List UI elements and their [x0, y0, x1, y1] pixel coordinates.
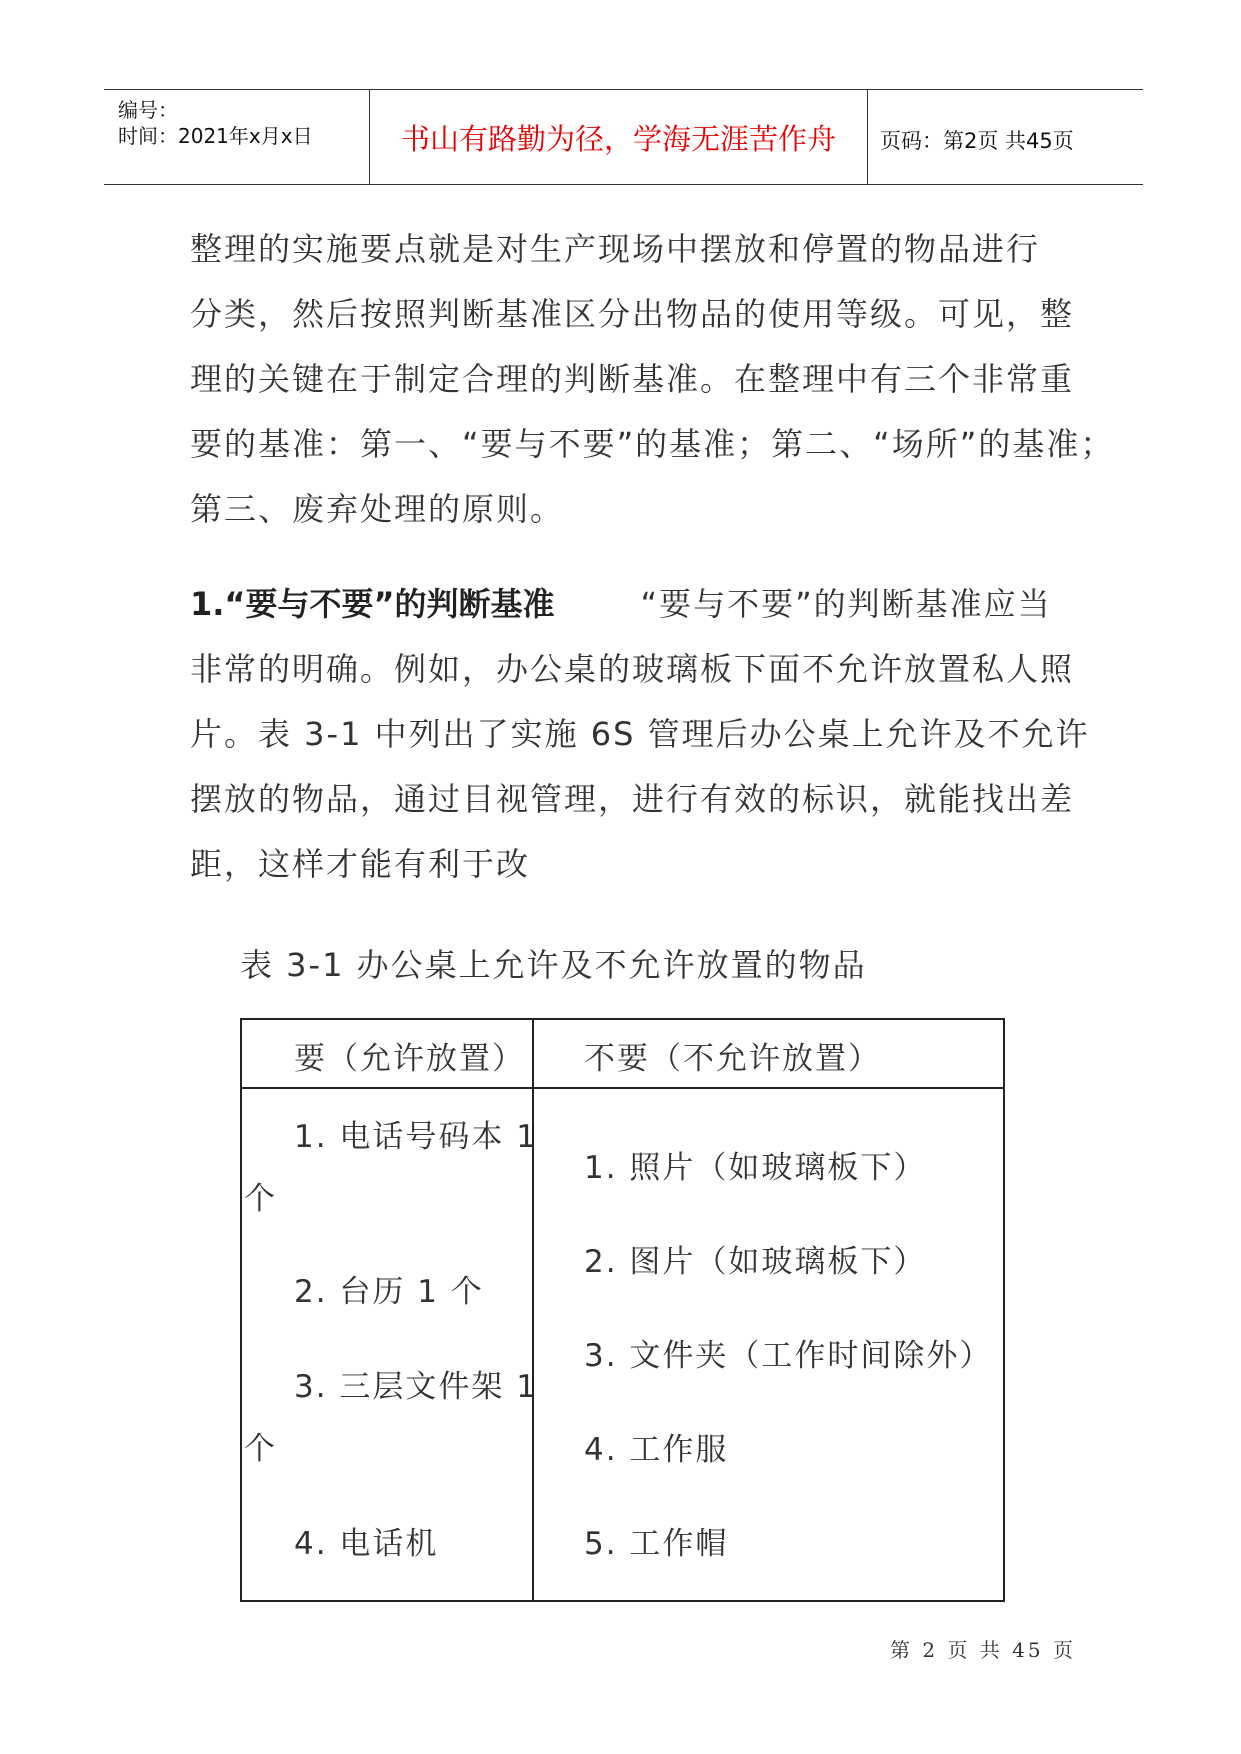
allowed-item-line: 个: [244, 1431, 277, 1467]
paragraph-line: 要的基准：第一、“要与不要”的基准；第二、“场所”的基准；: [190, 425, 1115, 463]
table-caption: 表 3-1 办公桌上允许及不允许放置的物品: [240, 946, 867, 984]
allowed-item-line: 2. 台历 1 个: [294, 1274, 484, 1310]
not-allowed-item-line: 4. 工作服: [584, 1432, 729, 1468]
section-line: 距，这样才能有利于改: [190, 845, 531, 883]
table-header-not-allowed: 不要（不允许放置）: [584, 1041, 881, 1077]
items-table: [240, 1018, 1005, 1602]
not-allowed-item-line: 3. 文件夹（工作时间除外）: [584, 1338, 993, 1374]
header-page-info: 页码：第2页 共45页: [880, 129, 1074, 153]
allowed-item-line: 4. 电话机: [294, 1526, 439, 1562]
header-meta-cell: [104, 90, 370, 184]
paragraph-line: 分类，然后按照判断基准区分出物品的使用等级。可见，整: [190, 295, 1075, 333]
section-heading: 1.“要与不要”的判断基准: [190, 585, 555, 623]
header-motto: 书山有路勤为径，学海无涯苦作舟: [400, 122, 836, 156]
section-line: 摆放的物品，通过目视管理，进行有效的标识，就能找出差: [190, 780, 1075, 818]
document-number-label: 编号：: [118, 98, 178, 122]
paragraph-line: 理的关键在于制定合理的判断基准。在整理中有三个非常重: [190, 360, 1075, 398]
not-allowed-item-line: 5. 工作帽: [584, 1526, 729, 1562]
section-line: 片。表 3-1 中列出了实施 6S 管理后办公桌上允许及不允许: [190, 715, 1090, 753]
document-time-label: 时间：2021年x月x日: [118, 124, 313, 148]
not-allowed-item-line: 2. 图片（如玻璃板下）: [584, 1244, 927, 1280]
allowed-item-line: 1. 电话号码本 1: [294, 1119, 539, 1155]
page-footer: 第 2 页 共 45 页: [890, 1638, 1076, 1662]
allowed-item-line: 3. 三层文件架 1: [294, 1369, 539, 1405]
header-page-cell: [868, 90, 1143, 184]
table-header-divider: [242, 1087, 1003, 1089]
paragraph-line: 第三、废弃处理的原则。: [190, 490, 565, 528]
section-first-line-text: “要与不要”的判断基准应当: [640, 585, 1052, 623]
allowed-item-line: 个: [244, 1181, 277, 1217]
paragraph-line: 整理的实施要点就是对生产现场中摆放和停置的物品进行: [190, 230, 1041, 268]
section-line: 非常的明确。例如，办公桌的玻璃板下面不允许放置私人照: [190, 650, 1075, 688]
section-first-line: [190, 579, 1052, 625]
table-header-allowed: 要（允许放置）: [294, 1041, 525, 1077]
header-motto-cell: [370, 90, 868, 184]
not-allowed-item-line: 1. 照片（如玻璃板下）: [584, 1150, 927, 1186]
table-column-divider: [532, 1020, 534, 1600]
page-header: [104, 89, 1143, 185]
